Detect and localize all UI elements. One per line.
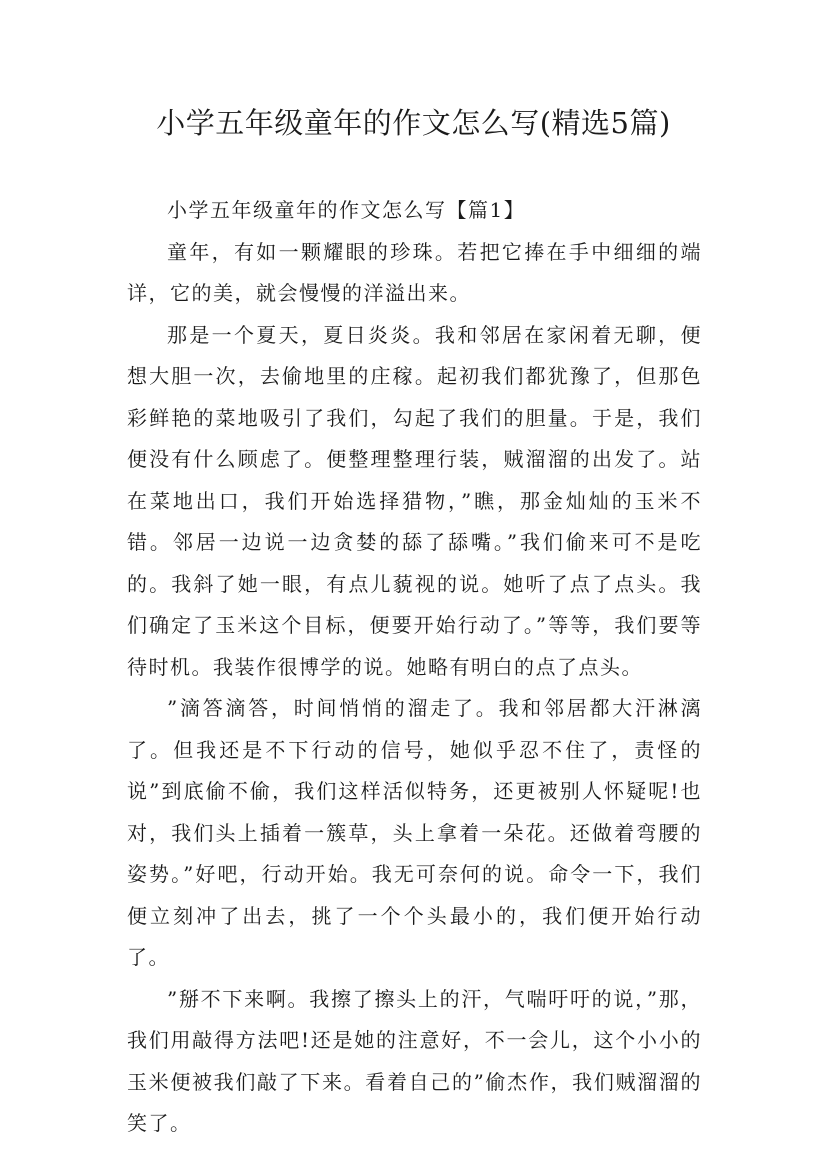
article-body — [127, 190, 702, 1145]
paragraph-4: ”掰不下来啊。我擦了擦头上的汗，气喘吁吁的说，”那，我们用敲得方法吧!还是她的注意好，不一会儿，这个小小的玉米便被我们敲了下来。看着自己的”偷杰作，我们贼溜溜的笑了。 — [127, 986, 702, 1135]
paragraph-3: ”滴答滴答，时间悄悄的溜走了。我和邻居都大汗淋漓了。但我还是不下行动的信号，她似乎忍不住了，责怪的说”到底偷不偷，我们这样活似特务，还更被别人怀疑呢!也对，我们头上插着一簇草，头上拿着一朵花。还做着弯腰的姿势。”好吧，行动开始。我无可奈何的说。命令一下，我们便立刻冲了出去，挑了一个个头最小的，我们便开始行动了。 — [127, 696, 702, 969]
section-heading: 小学五年级童年的作文怎么写【篇1】 — [167, 198, 526, 222]
document-title: 小学五年级童年的作文怎么写(精选5篇) — [156, 106, 671, 140]
paragraph-1: 童年，有如一颗耀眼的珍珠。若把它捧在手中细细的端详，它的美，就会慢慢的洋溢出来。 — [127, 239, 702, 305]
paragraph-2: 那是一个夏天，夏日炎炎。我和邻居在家闲着无聊，便想大胆一次，去偷地里的庄稼。起初我们都犹豫了，但那色彩鲜艳的菜地吸引了我们，勾起了我们的胆量。于是，我们便没有什么顾虑了。便整理整理行装，贼溜溜的出发了。站在菜地出口，我们开始选择猎物，”瞧，那金灿灿的玉米不错。邻居一边说一边贪婪的舔了舔嘴。”我们偷来可不是吃的。我斜了她一眼，有点儿藐视的说。她听了点了点头。我们确定了玉米这个目标，便要开始行动了。”等等，我们要等待时机。我装作很博学的说。她略有明白的点了点头。 — [127, 322, 702, 679]
